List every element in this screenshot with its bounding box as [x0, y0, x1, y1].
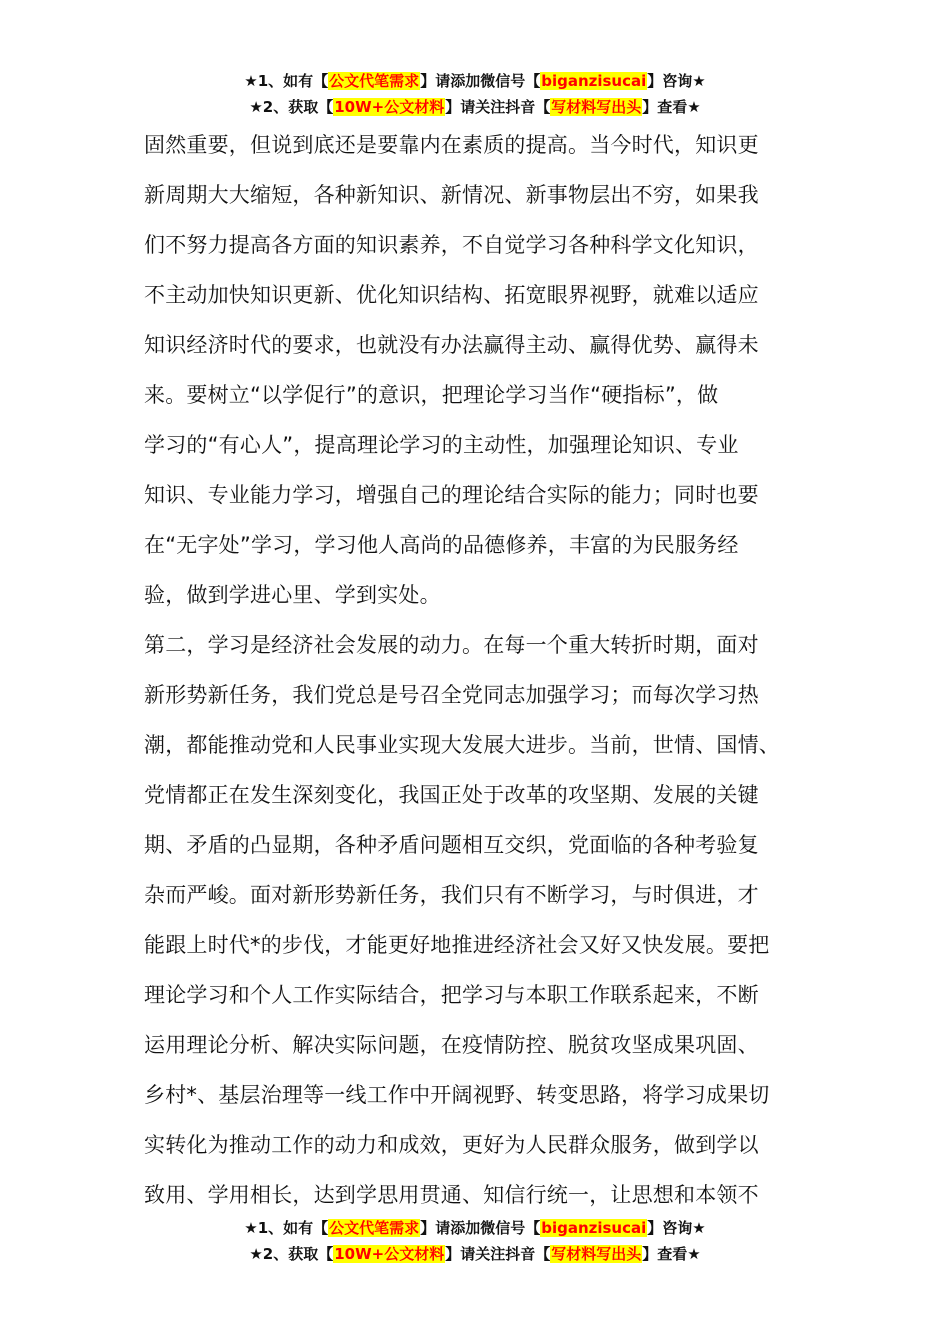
body-line: 验，做到学进心里、学到实处。 — [144, 583, 441, 607]
body-line: 实转化为推动工作的动力和成效，更好为人民群众服务，做到学以 — [144, 1133, 759, 1157]
banner-text: 】咨询★ — [647, 1219, 706, 1237]
body-line: 运用理论分析、解决实际问题，在疫情防控、脱贫攻坚成果巩固、 — [144, 1033, 759, 1057]
body-line: 新形势新任务，我们党总是号召全党同志加强学习；而每次学习热 — [144, 683, 759, 707]
body-line: 在“无字处”学习，学习他人高尚的品德修养，丰富的为民服务经 — [144, 533, 739, 557]
body-line: 不主动加快知识更新、优化知识结构、拓宽眼界视野，就难以适应 — [144, 283, 759, 307]
body-line: 来。要树立“以学促行”的意识，把理论学习当作“硬指标”，做 — [144, 383, 719, 407]
banner-text: 】请关注抖音【 — [445, 98, 551, 116]
body-line: 潮，都能推动党和人民事业实现大发展大进步。当前，世情、国情、 — [144, 733, 780, 757]
banner-highlight: 公文代笔需求 — [329, 1219, 420, 1237]
body-line: 党情都正在发生深刻变化，我国正处于改革的攻坚期、发展的关键 — [144, 783, 759, 807]
body-line: 新周期大大缩短，各种新知识、新情况、新事物层出不穷，如果我 — [144, 183, 759, 207]
banner-line-1 — [0, 1215, 950, 1241]
banner-highlight: 10W+公文材料 — [334, 1245, 445, 1263]
banner-text: ★2、获取【 — [249, 98, 334, 116]
body-line: 能跟上时代*的步伐，才能更好地推进经济社会又好又快发展。要把 — [144, 933, 770, 957]
body-line: 期、矛盾的凸显期，各种矛盾问题相互交织，党面临的各种考验复 — [144, 833, 759, 857]
banner-text: ★1、如有【 — [244, 72, 329, 90]
banner-text: ★2、获取【 — [249, 1245, 334, 1263]
banner-highlight-douyin: 写材料写出头 — [551, 98, 642, 116]
banner-highlight: 10W+公文材料 — [334, 98, 445, 116]
body-line: 学习的“有心人”，提高理论学习的主动性，加强理论知识、专业 — [144, 433, 739, 457]
footer-banner — [0, 1215, 950, 1267]
body-line: 们不努力提高各方面的知识素养，不自觉学习各种科学文化知识， — [144, 233, 759, 257]
body-line: 知识、专业能力学习，增强自己的理论结合实际的能力；同时也要 — [144, 483, 759, 507]
body-line: 乡村*、基层治理等一线工作中开阔视野、转变思路，将学习成果切 — [144, 1083, 770, 1107]
banner-line-2 — [0, 94, 950, 120]
banner-text: 】查看★ — [642, 1245, 701, 1263]
banner-line-2 — [0, 1241, 950, 1267]
banner-highlight: 公文代笔需求 — [329, 72, 420, 90]
banner-text: 】请添加微信号【 — [420, 72, 541, 90]
body-line: 第二，学习是经济社会发展的动力。在每一个重大转折时期，面对 — [144, 633, 759, 657]
body-line: 理论学习和个人工作实际结合，把学习与本职工作联系起来，不断 — [144, 983, 759, 1007]
body-line: 致用、学用相长，达到学思用贯通、知信行统一，让思想和本领不 — [144, 1183, 759, 1207]
body-line: 知识经济时代的要求，也就没有办法赢得主动、赢得优势、赢得未 — [144, 333, 759, 357]
banner-text: ★1、如有【 — [244, 1219, 329, 1237]
banner-highlight-douyin: 写材料写出头 — [551, 1245, 642, 1263]
body-line: 杂而严峻。面对新形势新任务，我们只有不断学习，与时俱进，才 — [144, 883, 759, 907]
banner-text: 】请添加微信号【 — [420, 1219, 541, 1237]
header-banner — [0, 68, 950, 120]
banner-text: 】查看★ — [642, 98, 701, 116]
banner-highlight-wechat: biganzisucai — [541, 1219, 647, 1237]
banner-text: 】请关注抖音【 — [445, 1245, 551, 1263]
document-body — [144, 120, 819, 1220]
banner-text: 】咨询★ — [647, 72, 706, 90]
banner-line-1 — [0, 68, 950, 94]
body-line: 固然重要，但说到底还是要靠内在素质的提高。当今时代，知识更 — [144, 133, 759, 157]
banner-highlight-wechat: biganzisucai — [541, 72, 647, 90]
